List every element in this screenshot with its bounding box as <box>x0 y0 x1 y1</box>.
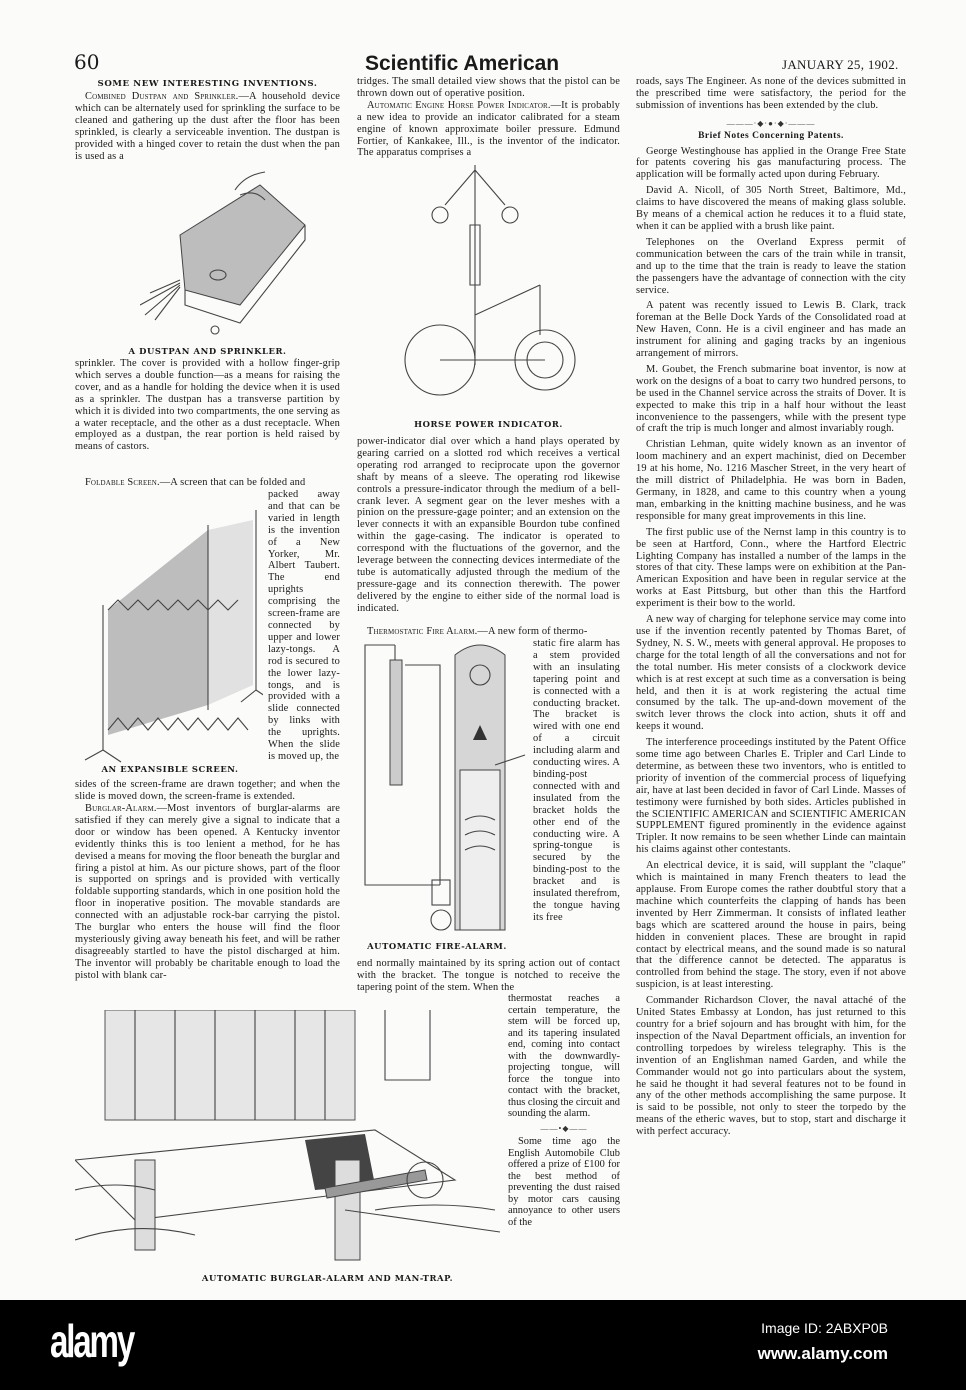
paragraph-text: Some time ago the English Automobile Club offered a prize of £100 for the best method of preventing the dust raised by motor cars causing annoyance to other users of the <box>508 1136 620 1228</box>
fire-alarm-paragraph-lead <box>357 626 620 638</box>
dustpan-illustration <box>140 165 310 340</box>
burglar-alarm-paragraph <box>75 803 340 982</box>
column-3 <box>636 76 906 1142</box>
paragraph-text: —Most inventors of burglar-alarms are satisfied if they can merely give a signal to indicate that a door or window has been opened. A Kentucky inventor evidently thinks this is too lenient a method, for he has devised a means for moving the floor beneath the burglar and firing a pistol at him. As our picture shows, part of the floor is supported on springs and is provided with vertically foldable supporting standards, which in one position hold the floor in inoperative position. The movable standards are connected with an adjustable rock-bar carrying the pistol. The burglar who enters the house will find the floor mysteriously giving away beneath his feet, and will be rather disagreeably startled to have the pistol discharged at him. The inventor will probably be charitable enough to load the pistol with blank car- <box>75 803 340 981</box>
indicator-paragraph-continued <box>357 436 620 615</box>
patent-note: The first public use of the Nernst lamp in this country is to be seen at Hartford, Conn., where the Hartford Electric Lighting Company has installed a number of the lamps in the stores of that city. These lamps were on exhibition at the Pan-American Exposition and have been in regular service at the works at East Pittsburg, but other than this the Hartford experiment is their bow to the world. <box>636 526 906 610</box>
fire-alarm-illustration <box>355 640 530 940</box>
expansible-screen-illustration <box>78 500 263 765</box>
paragraph-text: packed away and that can be varied in length is the invention of a New Yorker, Mr. Albert Taubert. The end uprights comprising the screen-frame are connected by upper and lower lazy-tongs. A rod is secured to the lower lazy-tongs, and is provided with a slide connected by links with the uprights. When the slide is moved up, the <box>268 489 340 762</box>
paragraph-text: static fire alarm has a stem provided with an insulating tapering point and is connected with a conducting bracket. The bracket is wired with one end of a circuit including alarm and conducting wires. A binding-post connected with and insulated from the bracket holds the other end of the conducting wire. A spring-tongue is secured by the binding-post to the bracket and is insulated therefrom, the tongue having its free <box>533 638 620 923</box>
section-heading: Brief Notes Concerning Patents. <box>698 130 844 141</box>
section-ornament: ——•◆—— <box>540 1123 588 1133</box>
publication-title: Scientific American <box>365 52 560 75</box>
paragraph-text: —A new form of thermo- <box>477 626 588 637</box>
page-number: 60 <box>74 50 100 74</box>
runin-title: Combined Dustpan and Sprinkler. <box>85 91 239 102</box>
dustpan-paragraph <box>75 91 340 162</box>
horse-power-indicator-illustration <box>400 165 580 415</box>
paragraph-text: sprinkler. The cover is provided with a hollow finger-grip which serves a double function—as a means for raising the cover, and as a handle for holding the device when it is used as a sprinkler. The dustpan has a transverse partition by which it is divided into two compartments, the one serving as a water receptacle, and the other as a dust receptacle. When employed as a dustpan, the rear portion is held raised by means of castors. <box>75 358 340 453</box>
screen-paragraph-narrow <box>268 489 340 763</box>
patent-note: An electrical device, it is said, will supplant the "claque" which is maintained in many French theaters to lead the applause. From Europe comes the rather doubtful story that a machine which counterfeits the clapping of hands has been invented by Herr Zimmerman. It consists of inflated leather bags which are scattered around the house in pairs, being hidden in convenient places. These are brought in rapid contact by electrical means, and the sound made is so natural that the difference cannot be detected. The apparatus is controlled from behind the stage. The story, even if not above suspicion, is at least interesting. <box>636 860 906 991</box>
figure-caption: HORSE POWER INDICATOR. <box>414 419 563 429</box>
fire-alarm-paragraph-full <box>357 958 620 994</box>
patent-note: Telephones on the Overland Express permit of communication between the cars of the train while in transit, and up to the time that the train is ready to leave the station the passengers have the advantage of connection with the city service. <box>636 236 906 296</box>
image-id: Image ID: 2ABXP0B <box>761 1320 888 1336</box>
automobile-club-continued: roads, says The Engineer. As none of the devices submitted in the prescribed time were satisfactory, the period for the submission of inventions has been extended by the club. <box>636 76 906 111</box>
runin-title: Automatic Engine Horse Power Indicator. <box>367 99 551 111</box>
patent-note: Commander Richardson Clover, the naval attaché of the United States Embassy at London, has just returned to this country for a brief sojourn and has brought with him, for the inspection of the Naval Department officials, an invention for controlling torpedoes by wireless telegraphy. This is the invention of an Englishman named Garden, and while the Commander would not go into particulars about the system, he said he thought it had several features not to be found in any of the other methods accomplishing the same purpose. It is said to be possible, not only to steer the torpedo by the means of the etheric waves, but to stop, start and discharge it with perfect accuracy. <box>636 995 906 1138</box>
figure-caption: A DUSTPAN AND SPRINKLER. <box>128 346 287 356</box>
alamy-logo: alamy <box>50 1315 134 1367</box>
paragraph-text: power-indicator dial over which a hand plays operated by gearing carried on a slotted rod which receives a vertical operating rod arranged to reciprocate upon the governor shaft by means of a sleeve. The operating rod likewise controls a pressure-indicator through the medium of a bell-crank lever. A segment gear on the lever meshes with a pinion on the pressure-gage pointer; and an extension on the lever connects it with an expansible Bourdon tube confined within the gage-casing. The indicator is operated to correspond with the fluctuations of the governor, and the leverage between the connecting devices intermediate of the tube is automatically adjusted through the medium of the pressure-gage and its connection therewith. The power delivered by the engine to either side of the normal load is indicated. <box>357 436 620 614</box>
paragraph-text: —It is probably a new idea to provide an indicator calibrated for a steam engine of known approximate boiler pressure. Edmund Fortier, of Kankakee, Ill., is the inventor of the indicator. The apparatus comprises a <box>357 99 620 159</box>
paragraph-text: —A screen that can be folded and <box>159 477 306 488</box>
patent-note: A new way of charging for telephone service may come into use if the invention recently patented by Thomas Baret, of Sydney, N. S. W., meets with general approval. He proposes to charge for the total length of all the conversations and not for the total number. His meter consists of a clockwork device which is at rest except at such time as a conversation is being held, and then it is at work registering the actual time consumed by the talk. The up-and-down movement of the switch lever throws the clock into action, shuts it off and keeps it wound. <box>636 614 906 733</box>
runin-title: Burglar-Alarm. <box>85 803 157 814</box>
paragraph-text: tridges. The small detailed view shows that the pistol can be thrown down out of operative position. <box>357 76 620 99</box>
screen-paragraph-lead <box>75 477 340 489</box>
stock-photo-footer <box>0 1300 966 1390</box>
dustpan-paragraph-continued <box>75 358 340 453</box>
patent-note: A patent was recently issued to Lewis B. Clark, track foreman at the Belle Dock Yards of the Consolidated road at New Haven, Conn. He is a civil engineer and has made an instrument for alining and gaging tracks by an ingenious arrangement of mirrors. <box>636 300 906 360</box>
patent-note: Christian Lehman, quite widely known as an inventor of loom machinery and an expert machinist, died on December 19 at his home, No. 1216 Mascher Street, in the very heart of the mill district of Philadelphia. He was born in Baden, Germany, in 1828, and came to this country when a young man, embarking in the knitting machine business, and he was responsible for many great improvements in this line. <box>636 439 906 522</box>
paragraph-text: end normally maintained by its spring action out of contact with the bracket. The tongue is notched to receive the tapering point of the stem. When the <box>357 958 620 993</box>
patent-note: M. Goubet, the French submarine boat inventor, is now at work on the designs of a boat to carry two hundred persons, to be used in the Channel service across the straits of Dover. It is expected to make this trip in a half hour without the least inconvenience to the passengers, while with the present type of craft the trip is much longer and almost invariably rough. <box>636 363 906 435</box>
paragraph-text: sides of the screen-frame are drawn together; and when the slide is moved down, the screen-frame is extended. <box>75 779 340 802</box>
column-2-narrow-flow <box>508 993 620 1228</box>
website-url: www.alamy.com <box>757 1344 888 1363</box>
burglar-alarm-illustration <box>75 1010 503 1265</box>
figure-caption: AN EXPANSIBLE SCREEN. <box>101 764 239 774</box>
fire-alarm-paragraph-narrow-2: thermostat reaches a certain temperature, the stem will be forced up, and its tapering insulated end, coming into contact with the downwardly-projecting tongue, will force the tongue into contact with the bracket, thus closing the circuit and sounding the alarm. <box>508 993 620 1119</box>
burglar-alarm-continued <box>357 76 620 159</box>
figure-caption: AUTOMATIC FIRE-ALARM. <box>367 941 507 951</box>
article-heading: SOME NEW INTERESTING INVENTIONS. <box>97 79 318 89</box>
paragraph-text: —A household device which can be alternately used for sprinkling the surface to be cleaned and gathering up the dust after the floor has been sprinkled, is clearly a serviceable invention. The dustpan is provided with a hinged cover to retain the dust when the pan is used as a <box>75 91 340 162</box>
screen-paragraph-tail <box>75 779 340 803</box>
patent-note: David A. Nicoll, of 305 North Street, Baltimore, Md., claims to have discovered the means of making glass soluble. By means of a chemical action he reduces it to a fluid state, when it can be applied with a brush like paint. <box>636 185 906 232</box>
fire-alarm-paragraph-narrow <box>533 638 620 924</box>
runin-title: Thermostatic Fire Alarm. <box>367 626 478 637</box>
issue-date: JANUARY 25, 1902. <box>782 57 899 72</box>
patent-note: George Westinghouse has applied in the Orange Free State for patents covering his gas manufacturing process. The application will be formally acted upon during February. <box>636 145 906 181</box>
section-ornament: ———·◆·●·◆·——— <box>726 118 816 128</box>
runin-title: Foldable Screen. <box>85 477 160 488</box>
patent-note: The interference proceedings instituted by the Patent Office some time ago between Charles E. Tripler and Carl Linde to determine, as between these two inventors, who is entitled to priority of invention of the commercial process of liquefying air, have at last been decided in favor of Carl Linde. Masses of testimony were furnished by both sides. Articles published in the SCIENTIFIC AMERICAN and SCIENTIFIC AMERICAN SUPPLEMENT figured prominently in the evidence against Tripler. It now remains to be seen whether Linde can maintain his claims against other contestants. <box>636 737 907 856</box>
figure-caption: AUTOMATIC BURGLAR-ALARM AND MAN-TRAP. <box>201 1273 454 1283</box>
